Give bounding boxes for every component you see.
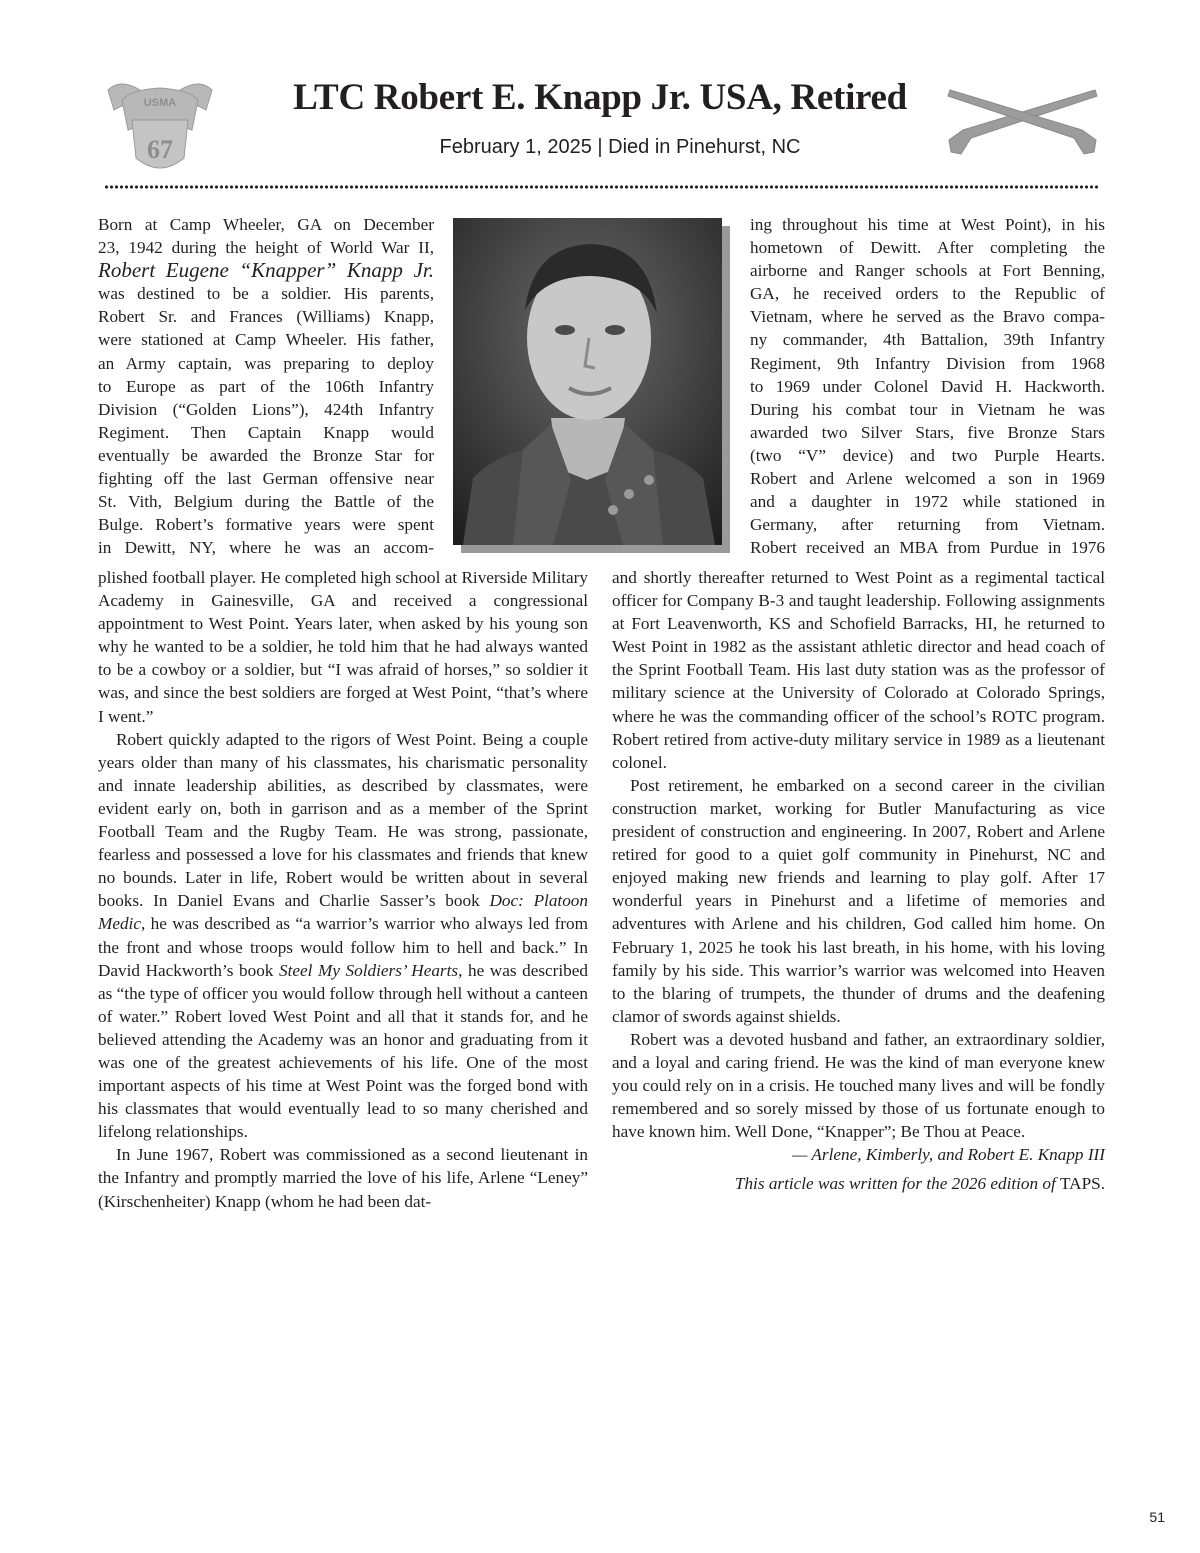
body-line: in Dewitt, NY, where he was an accom-: [98, 538, 434, 558]
body-paragraph: Post retirement, he embarked on a second career in the civilian construction market, working for Butler Manufacturing as vice president of construction and engineering. In 2007, Robert and Arlene retired for good to a quiet golf community in Pinehurst, NC and enjoyed making new friends and learning to play golf. After 17 wonderful years in Pinehurst and a lifetime of memories and adventures with Arlene and his children, God called him home. On February 1, 2025 he took his last breath, in his home, with his loving family by his side. This warrior’s warrior was welcomed into Heaven to the blaring of trumpets, the thunder of drums and the deafening clamor of swords against shields.: [612, 775, 1105, 1026]
body-paragraph: [98, 728, 588, 1144]
body-line: Bulge. Robert’s formative years were spent: [98, 515, 434, 535]
body-line: an Army captain, was preparing to deploy: [98, 353, 434, 373]
crossed-rifles-icon: [945, 82, 1100, 162]
body-line: and a daughter in 1972 while stationed in: [750, 492, 1105, 512]
body-paragraph: plished football player. He completed high school at Riverside Military Academy in Gainesville, GA and received a congressional appointment to West Point. Years later, when asked by his young son why he wanted to be a soldier, he told him that he had always wanted to be a cowboy or a soldier, but “I was afraid of horses,” so soldier it was, and since the best soldiers are forged at West Point, “that’s where I went.”: [98, 568, 588, 726]
body-line: awarded two Silver Stars, five Bronze Stars: [750, 422, 1105, 442]
crest-year: 67: [147, 135, 173, 164]
publication-name: TAPS.: [1060, 1174, 1105, 1194]
dotted-divider: [104, 184, 1098, 190]
body-paragraph: In June 1967, Robert was commissioned as a second lieutenant in the Infantry and promptly married the love of his life, Arlene “Leney” (Kirschenheiter) Knapp (whom he had been dat-: [98, 1145, 588, 1211]
body-line: Robert received an MBA from Purdue in 1976: [750, 538, 1105, 558]
right-column-bottom: [612, 566, 1105, 1196]
body-paragraph: Robert was a devoted husband and father, an extraordinary soldier, and a loyal and caring friend. He was the kind of man everyone knew you could rely on in a crisis. He touched many lives and will be fondly remembered and so sorely missed by those of us fortunate enough to have known him. Well Done, “Knapper”; Be Thou at Peace.: [612, 1029, 1105, 1142]
body-line: to Europe as part of the 106th Infantry: [98, 376, 434, 396]
body-line: fighting off the last German offensive near: [98, 469, 434, 489]
body-line: (two “V” device) and two Purple Hearts.: [750, 445, 1105, 465]
body-line: 23, 1942 during the height of World War II,: [98, 238, 434, 258]
body-line: St. Vith, Belgium during the Battle of the: [98, 492, 434, 512]
body-line: Regiment, 9th Infantry Division from 1968: [750, 353, 1105, 373]
body-line: eventually be awarded the Bronze Star for: [98, 445, 434, 465]
body-paragraph: and shortly thereafter returned to West Point as a regimental tactical officer for Company B-3 and taught leadership. Following assignments at Fort Leavenworth, KS and Schofield Barracks, HI, he returned to West Point in 1982 as the assistant athletic director and head coach of the Sprint Football Team. His last duty station was as the professor of military science at the University of Colorado at Colorado Springs, where he was the commanding officer of the school’s ROTC program. Robert retired from active-duty military service in 1989 as a lieutenant colonel.: [612, 568, 1105, 772]
crest-text: USMA: [143, 97, 177, 109]
page-subtitle: February 1, 2025 | Died in Pinehurst, NC: [439, 136, 801, 158]
right-column-top: [750, 213, 1105, 559]
portrait-photo: [453, 218, 722, 545]
left-column-top: [98, 213, 434, 559]
body-line: Regiment. Then Captain Knapp would: [98, 422, 434, 442]
body-line: hometown of Dewitt. After completing the: [750, 238, 1105, 258]
publication-note: [612, 1172, 1105, 1195]
body-line: were stationed at Camp Wheeler. His father,: [98, 330, 434, 350]
body-line: GA, he received orders to the Republic of: [750, 284, 1105, 304]
class-crest-icon: [100, 70, 220, 180]
body-line: Robert and Arlene welcomed a son in 1969: [750, 469, 1105, 489]
paragraph-text: , he was described as “a warrior’s warrior who always led from the front and whose troops would follow him to hell and back.” In David Hackworth’s book: [98, 914, 588, 980]
body-line: Robert Sr. and Frances (Williams) Knapp,: [98, 307, 434, 327]
body-line: airborne and Ranger schools at Fort Benning,: [750, 261, 1105, 281]
honoree-name: Robert Eugene “Knapper” Knapp Jr.: [98, 258, 434, 283]
body-line: Germany, after returning from Vietnam.: [750, 515, 1105, 535]
body-line: to 1969 under Colonel David H. Hackworth.: [750, 376, 1105, 396]
body-line: During his combat tour in Vietnam he was: [750, 399, 1105, 419]
page-number: 51: [1149, 1509, 1165, 1525]
page-title: LTC Robert E. Knapp Jr. USA, Retired: [293, 77, 907, 118]
book-title: Doc: Platoon Medic: [98, 891, 588, 934]
body-line: Vietnam, where he served as the Bravo compa-: [750, 307, 1105, 327]
body-line: Division (“Golden Lions”), 424th Infantry: [98, 399, 434, 419]
paragraph-text: Robert quickly adapted to the rigors of West Point. Being a couple years older than many of his classmates, his charismatic personality and innate leadership abilities, as described by classmates, were evident early on, both in garrison and as a member of the Sprint Football Team and the Rugby Team. He was strong, passionate, fearless and possessed a love for his classmates and friends that knew no bounds. Later in life, Robert would be written about in several books. In Daniel Evans and Charlie Sasser’s book: [98, 729, 588, 911]
paragraph-text: , he was described as “the type of officer you would follow through hell without a canteen of water.” Robert loved West Point and all that it stands for, and he believed attending the Academy was an honor and graduating from it was one of the greatest achievements of his life. One of the most important aspects of his time at West Point was the forged bond with his classmates that would eventually lead to so many cherished and lifelong relationships.: [98, 960, 588, 1142]
body-line: was destined to be a soldier. His parents,: [98, 284, 434, 304]
left-column-bottom: [98, 566, 588, 1213]
body-line: Born at Camp Wheeler, GA on December: [98, 215, 434, 234]
body-line: ny commander, 4th Battalion, 39th Infantry: [750, 330, 1105, 350]
signature: — Arlene, Kimberly, and Robert E. Knapp III: [792, 1145, 1105, 1165]
book-title: Steel My Soldiers’ Hearts: [279, 960, 459, 980]
body-line: ing throughout his time at West Point), in his: [750, 215, 1105, 234]
note-prefix: This article was written for the 2026 edition of: [734, 1174, 1056, 1194]
